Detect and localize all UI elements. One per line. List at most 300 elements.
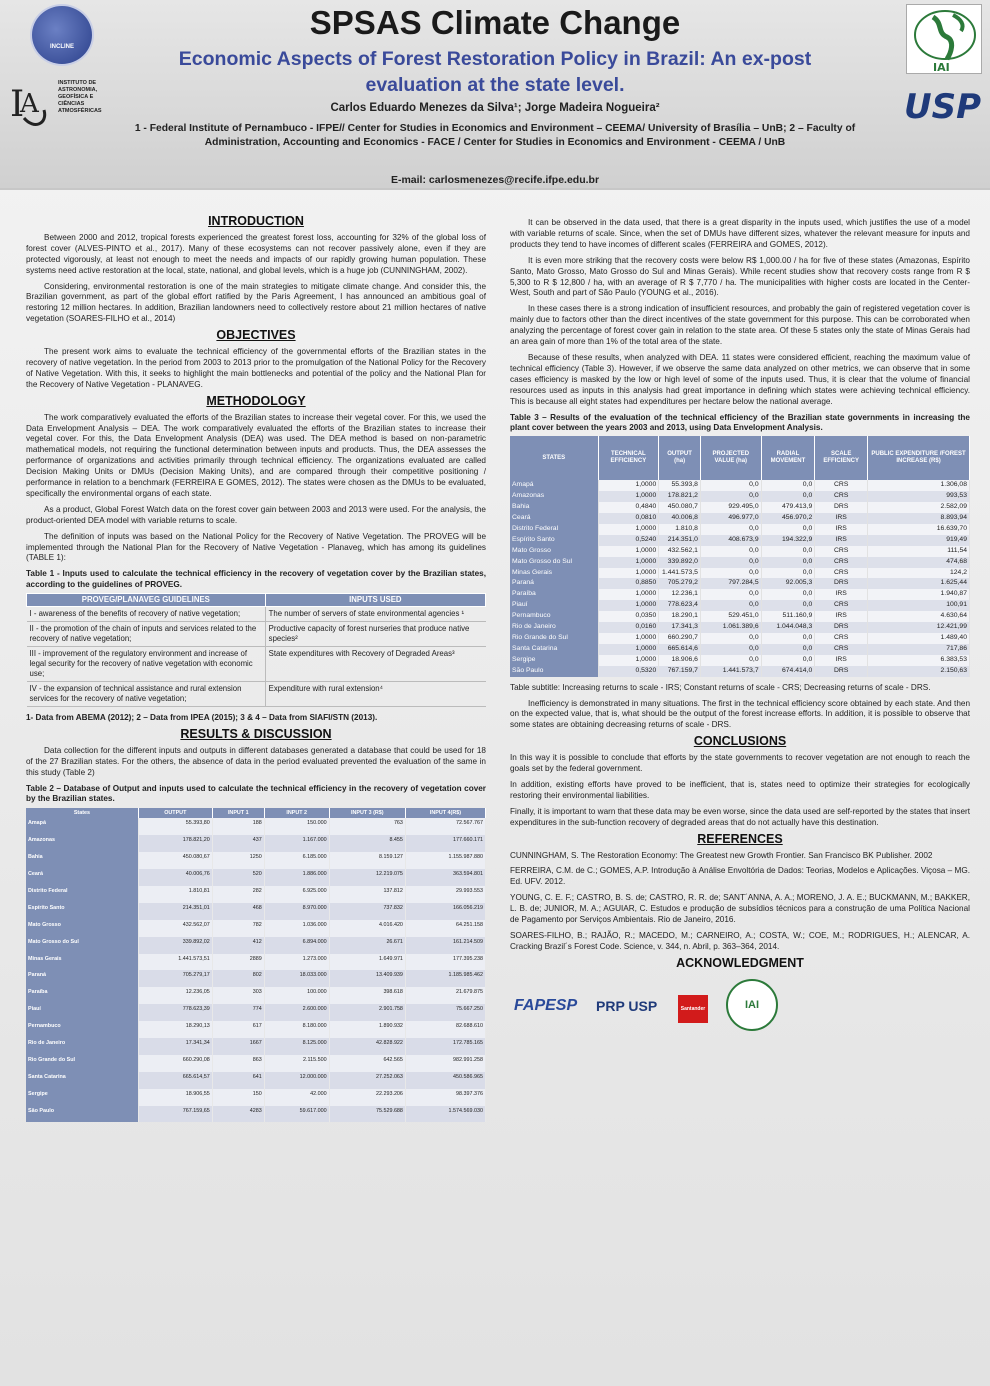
table3-cell: 124,2 (868, 568, 970, 579)
table-row (510, 655, 970, 666)
table1-cell: III - improvement of the regulatory environment and increase of legal security for the recovery of native vegetation with economic use; (27, 647, 266, 682)
table2-cell: 468 (212, 903, 264, 920)
table3-cell: 17.341,3 (659, 622, 701, 633)
iai-globe-icon (907, 5, 983, 75)
table2-cell: 18.033.000 (264, 970, 329, 987)
table2-cell: 82.688.610 (405, 1021, 485, 1038)
poster-subtitle: Economic Aspects of Forest Restoration Policy in Brazil: An ex-post evaluation at the state level. (178, 48, 812, 96)
table-row (510, 557, 970, 568)
fapesp-logo: FAPESP (514, 996, 578, 1014)
iag-logo-text: INSTITUTO DE ASTRONOMIA, GEOFÍSICA E CIÊNCIAS ATMOSFÉRICAS (58, 80, 102, 114)
discussion-paragraph: It can be observed in the data used, that there is a great disparity in the inputs used, which justifies the use of a model with variable returns of scale. Since, when the set of DMUs have different sizes, whatever the relevant measure for inputs and products they tend to have incomes of different scales (FERREIRA and GOMES, 2012). (510, 218, 970, 249)
usp-logo-text: USP (904, 87, 982, 124)
acknowledgment-logos (510, 975, 970, 1035)
reference-item: SOARES-FILHO, B.; RAJÃO, R.; MACEDO, M.; CARNEIRO, A.; COSTA, W.; COE, M.; RODRIGUES, H.; ALENCAR, A. Cracking Brazil´s Forest Code. Science, v. 344, n. Abril, p. 363–364, 2014. (510, 930, 970, 951)
table2-cell: Ceará (26, 869, 138, 886)
table2-cell: Mato Grosso do Sul (26, 937, 138, 954)
discussion-paragraph: Because of these results, when analyzed with DEA. 11 states were considered efficient, reaching the maximum value of technical efficiency (Table 3). However, if we observe the same data analyzed on other metrics, we can observe that in some cases efficiency is masked by the low or high level of some of the inputs used. Thus, it is clear that the volume of financial resources used as inputs in this analysis had great importance in defining which states were achieving technical efficiency. This is because all eight states had expenditures per hectare below the national average. (510, 352, 970, 406)
table3-cell: IRS (815, 535, 868, 546)
table3-cell: Paraná (510, 578, 598, 589)
table3-cell: 1,0000 (598, 557, 659, 568)
table-row (26, 1055, 486, 1072)
table2-cell: 737.832 (329, 903, 405, 920)
table2-cell: 1.810,81 (138, 886, 212, 903)
table3-cell: Pernambuco (510, 611, 598, 622)
santander-logo: Santander (678, 995, 708, 1023)
table3-cell: 1,0000 (598, 568, 659, 579)
table2-header: INPUT 3 (R$) (329, 808, 405, 819)
iai-ack-logo: IAI (726, 979, 778, 1031)
left-column (26, 212, 486, 1122)
table-row (26, 1004, 486, 1021)
table3-cell: Sergipe (510, 655, 598, 666)
table3-cell: 2.150,63 (868, 666, 970, 677)
table2-cell: São Paulo (26, 1106, 138, 1123)
table3-cell: 778.623,4 (659, 600, 701, 611)
table-row (26, 1089, 486, 1106)
table2-cell: 72.567.767 (405, 818, 485, 835)
table2-cell: 863 (212, 1055, 264, 1072)
table2-cell: 412 (212, 937, 264, 954)
methodology-paragraph: As a product, Global Forest Watch data on the forest cover gain between 2003 and 2013 were used. For the analysis, the product-oriented DEA model with variable returns to scale. (26, 504, 486, 525)
table-row (510, 546, 970, 557)
table3-cell: 0,0 (761, 644, 815, 655)
table2-cell: 4283 (212, 1106, 264, 1123)
table-row (26, 886, 486, 903)
table2-cell: 1667 (212, 1038, 264, 1055)
table3-cell: 194.322,9 (761, 535, 815, 546)
table3-cell: Piauí (510, 600, 598, 611)
table1-caption: Table 1 - Inputs used to calculate the technical efficiency in the recovery of vegetation cover by the Brazilian states, according to the guidelines of PROVEG. (26, 569, 486, 589)
table1-note: 1- Data from ABEMA (2012); 2 – Data from IPEA (2015); 3 & 4 – Data from SIAFI/STN (2013). (26, 713, 378, 723)
table3-cell: Amapá (510, 480, 598, 491)
table-row (510, 480, 970, 491)
table3-cell: 1,0000 (598, 600, 659, 611)
table3-cell: 1.810,8 (659, 524, 701, 535)
table2-cell: 2889 (212, 954, 264, 971)
table-row (26, 954, 486, 971)
introduction-paragraph: Considering, environmental restoration is one of the main strategies to mitigate climate change. And consider this, the Brazilian government, as part of the global effort ratified by the Paris Agreement, I has announced an ambitious goal of restoring 12 million hectares. In addition, Brazilian landowners need to collectively restore about 21 million hectares of native vegetation (SOARES-FILHO et al., 2014) (26, 281, 486, 324)
table2-cell: 8.455 (329, 835, 405, 852)
table3-cell: 717,86 (868, 644, 970, 655)
table2-cell: 2.600.000 (264, 1004, 329, 1021)
methodology-title: METHODOLOGY (206, 393, 306, 408)
table3-cell: 0,0160 (598, 622, 659, 633)
table2-cell: 172.785.165 (405, 1038, 485, 1055)
table2-cell: Minas Gerais (26, 954, 138, 971)
table3-cell: IRS (815, 611, 868, 622)
table-row (26, 1038, 486, 1055)
table3-cell: 100,91 (868, 600, 970, 611)
table3-header: RADIAL MOVEMENT (761, 436, 815, 480)
table2 (26, 808, 486, 1123)
table2-cell: 450.586.965 (405, 1072, 485, 1089)
results-paragraph: Data collection for the different inputs and outputs in different databases generated a database that could be used for 18 of the 27 Brazilian states. For the others, the absence of data in the period evaluated prevented the evaluation of the same in this study (Table 2) (26, 746, 486, 777)
poster-authors: Carlos Eduardo Menezes da Silva¹; Jorge Madeira Nogueira² (330, 102, 660, 114)
table2-cell: 18.290,13 (138, 1021, 212, 1038)
table2-cell: 6.925.000 (264, 886, 329, 903)
table3-cell: 660.290,7 (659, 633, 701, 644)
table2-cell: Rio Grande do Sul (26, 1055, 138, 1072)
table2-cell: Sergipe (26, 1089, 138, 1106)
table3-header: TECHNICAL EFFICIENCY (598, 436, 659, 480)
table3-cell: CRS (815, 600, 868, 611)
table2-cell: 2.115.500 (264, 1055, 329, 1072)
table-row (510, 622, 970, 633)
objectives-paragraph: The present work aims to evaluate the technical efficiency of the governmental efforts of the Brazilian states in the recovery of native vegetation. In the period from 2003 to 2013 prior to the promulgation of the National Policy for the Recovery of Native Vegetation. With this, it seeks to highlight the main bottlenecks and potential of the policy and the National Plan for the Recovery of Native Vegetation - PLANAVEG. (26, 347, 486, 389)
table1-cell: II - the promotion of the chain of inputs and services related to the recovery of native vegetation; (27, 622, 266, 647)
table2-cell: Pernambuco (26, 1021, 138, 1038)
table3-cell: 1,0000 (598, 589, 659, 600)
table2-cell: 166.056.219 (405, 903, 485, 920)
table3-cell: 0,0 (761, 546, 815, 557)
table2-cell: 22.293.206 (329, 1089, 405, 1106)
table2-cell: 1.273.000 (264, 954, 329, 971)
table2-cell: Rio de Janeiro (26, 1038, 138, 1055)
methodology-paragraph: The definition of inputs was based on the National Policy for the Recovery of Native Vegetation. The PROVEG will be implemented through the National Plan for the Recovery of Native Vegetation - Planaveg, which has among its guidelines (TABLE 1): (26, 531, 486, 563)
discussion-paragraph: It is even more striking that the recovery costs were below R$ 1,000.00 / ha for five of these states (Amazonas, Espírito Santo, Mato Grosso, Mato Grosso do Sul and Minas Gerais). While recent studies show that recovery costs range from R $ 5,300 to R $ 12,800 / ha, with an average of R $ 7,770 / ha. The municipalities with higher costs are located in the Center-West, South and part of São Paulo (YOUNG et al., 2016). (510, 255, 970, 298)
table3-cell: 0,0 (700, 568, 761, 579)
table2-cell: 21.679.875 (405, 987, 485, 1004)
table1-cell: Productive capacity of forest nurseries that produce native species² (265, 622, 485, 647)
poster-email: E-mail: carlosmenezes@recife.ifpe.edu.br (390, 174, 600, 186)
table3-cell: Espírito Santo (510, 535, 598, 546)
table-row (510, 502, 970, 513)
iag-logo (8, 74, 50, 132)
results-title: RESULTS & DISCUSSION (180, 727, 332, 742)
table2-cell: 705.279,17 (138, 970, 212, 987)
table1-cell: IV - the expansion of technical assistance and rural extension services for the recovery of native vegetation; (27, 682, 266, 707)
table3-cell: 0,0 (761, 633, 815, 644)
table2-caption: Table 2 – Database of Output and inputs used to calculate the technical efficiency in the recovery of vegetation cover by the Brazilian states. (26, 783, 486, 804)
table2-cell: Amazonas (26, 835, 138, 852)
table2-cell: 432.562,07 (138, 920, 212, 937)
table3-cell: 0,0 (761, 480, 815, 491)
table2-cell: Amapá (26, 818, 138, 835)
prp-usp-logo: PRP USP (596, 997, 658, 1014)
table3-cell: 8.893,94 (868, 513, 970, 524)
table2-cell: 1250 (212, 852, 264, 869)
table-row (26, 920, 486, 937)
table3-caption: Table 3 – Results of the evaluation of the technical efficiency of the Brazilian state governments in increasing the plant cover between the years 2003 and 2013, using Data Envelopment Analysis. (510, 412, 970, 432)
table3-cell: CRS (815, 491, 868, 502)
table2-cell: 98.397.376 (405, 1089, 485, 1106)
table2-cell: 4.016.420 (329, 920, 405, 937)
table3-cell: 529.451,0 (700, 611, 761, 622)
table3-cell: 55.393,8 (659, 480, 701, 491)
table1-cell: I - awareness of the benefits of recovery of native vegetation; (27, 607, 266, 622)
table3-header: PROJECTED VALUE (ha) (700, 436, 761, 480)
table2-cell: 450.080,67 (138, 852, 212, 869)
table2-cell: 520 (212, 869, 264, 886)
table3-cell: Amazonas (510, 491, 598, 502)
table-row (26, 869, 486, 886)
table3-cell: Rio de Janeiro (510, 622, 598, 633)
table3-cell: 474,68 (868, 557, 970, 568)
table3-cell: 0,0810 (598, 513, 659, 524)
usp-logo (902, 84, 982, 124)
table2-cell: 778.623,39 (138, 1004, 212, 1021)
table-row (26, 903, 486, 920)
table2-header: INPUT 1 (212, 808, 264, 819)
table2-cell: 13.409.939 (329, 970, 405, 987)
table3-cell: 0,8850 (598, 578, 659, 589)
table3-cell: 665.614,6 (659, 644, 701, 655)
table1 (26, 593, 486, 707)
table3-subtitle: Table subtitle: Increasing returns to scale - IRS; Constant returns of scale - CRS; Decreasing returns of scale - DRS. (510, 682, 931, 692)
methodology-paragraph: The work comparatively evaluated the efforts of the Brazilian states to increase their vegetal cover. For this, we used the Data Envelopment Analysis – DEA. The work comparatively evaluated the efforts of the Brazilian states to increase their vegetal cover. For this, the Data Envelopment Analysis (DEA) was used. The DEA method is based on non-parametric mathematical models, not requiring the functional determination between inputs and products. Thus, the DEA assesses the performance of organizations and activities primarily through technical efficiency. The organizations evaluated are called Decision Making Units or DMUs (Decision Making Units), and are compared through their competitive positioning / performance in relation to a benchmark (FERREIRA E GOMES, 2012). The states were chosen as the DMUs to be evaluated, specifically the environmental organs of each state. (26, 412, 486, 498)
table2-cell: 767.159,65 (138, 1106, 212, 1123)
table1-cell: The number of servers of state environmental agencies ¹ (265, 607, 485, 622)
table2-cell: 8.970.000 (264, 903, 329, 920)
table2-cell: 339.892,02 (138, 937, 212, 954)
introduction-paragraph: Between 2000 and 2012, tropical forests experienced the greatest forest loss, accounting for 32% of the global loss of forest cover (ALVES-PINTO et al., 2017). Many of these ecosystems can not recover passively alone, even if they are protected vigorously, at least not enough to meet the needs and impacts of our rapidly growing human population. These systems need active restoration at the local, state, national, and global levels, which is a huge job (CUNNINGHAM, 2002). (26, 232, 486, 275)
table3-cell: 0,0 (700, 600, 761, 611)
table3-cell: 16.639,70 (868, 524, 970, 535)
table2-cell: 437 (212, 835, 264, 852)
table-row (26, 818, 486, 835)
table3-cell: 6.383,53 (868, 655, 970, 666)
table3-cell: 408.673,9 (700, 535, 761, 546)
table-row (510, 513, 970, 524)
table-row (27, 607, 486, 622)
table3-cell: 0,0 (761, 524, 815, 535)
table2-cell: 55.393,80 (138, 818, 212, 835)
table3-cell: 0,0 (700, 557, 761, 568)
table2-header: INPUT 4(R$) (405, 808, 485, 819)
table3-cell: 1.625,44 (868, 578, 970, 589)
conclusions-title: CONCLUSIONS (693, 734, 787, 749)
table2-cell: 12.236,05 (138, 987, 212, 1004)
table3-cell: 0,0 (761, 491, 815, 502)
table-row (27, 647, 486, 682)
table3-cell: 40.006,8 (659, 513, 701, 524)
table2-cell: 1.574.569.030 (405, 1106, 485, 1123)
references-list (510, 851, 970, 953)
table3-cell: CRS (815, 568, 868, 579)
table2-cell: 27.252.063 (329, 1072, 405, 1089)
table2-cell: 398.618 (329, 987, 405, 1004)
poster-title: SPSAS Climate Change (309, 4, 681, 41)
table2-cell: Mato Grosso (26, 920, 138, 937)
table2-cell: 1.886.000 (264, 869, 329, 886)
table3-cell: Mato Grosso (510, 546, 598, 557)
table3-cell: 1,0000 (598, 633, 659, 644)
table3-cell: 0,0 (761, 589, 815, 600)
table3-cell: Santa Catarina (510, 644, 598, 655)
table3-cell: Ceará (510, 513, 598, 524)
table3-cell: 1.441.573,5 (659, 568, 701, 579)
table3-cell: 2.582,09 (868, 502, 970, 513)
table2-cell: 18.906,55 (138, 1089, 212, 1106)
table3-cell: CRS (815, 644, 868, 655)
table3-cell: IRS (815, 513, 868, 524)
table2-cell: 363.594.801 (405, 869, 485, 886)
table3-cell: 178.821,2 (659, 491, 701, 502)
table2-header: OUTPUT (138, 808, 212, 819)
table3-cell: 767.159,7 (659, 666, 701, 677)
table3-cell: 1.441.573,7 (700, 666, 761, 677)
discussion-paragraph: Inefficiency is demonstrated in many situations. The first in the technical efficiency score obtained by each state. And then on the expected value, that is, what should be the output of the forest increase efforts. In addition, it is possible to observe that some states are obtaining decreasing returns of scale - DRS. (510, 698, 970, 730)
table2-cell: 75.529.688 (329, 1106, 405, 1123)
table-row (510, 666, 970, 677)
reference-item: CUNNINGHAM, S. The Restoration Economy: The Greatest new Growth Frontier. San Francisco BK Publisher. 2002 (510, 850, 933, 860)
table3-cell: CRS (815, 546, 868, 557)
table3-cell: 797.284,5 (700, 578, 761, 589)
table-row (510, 535, 970, 546)
conclusions-paragraph: In addition, existing efforts have proved to be inefficient, that is, states need to optimize their strategies for ecologically restoring their environmental liabilities. (510, 779, 970, 800)
table1-header: INPUTS USED (265, 594, 485, 607)
table2-cell: 782 (212, 920, 264, 937)
table2-cell: 982.991.258 (405, 1055, 485, 1072)
table3-cell: 18.906,6 (659, 655, 701, 666)
table2-header: INPUT 2 (264, 808, 329, 819)
table3-cell: Rio Grande do Sul (510, 633, 598, 644)
table2-cell: 177.395.238 (405, 954, 485, 971)
table3-cell: 1,0000 (598, 524, 659, 535)
table2-cell: 150.000 (264, 818, 329, 835)
table3-cell: 1,0000 (598, 655, 659, 666)
table2-cell: Distrito Federal (26, 886, 138, 903)
objectives-title: OBJECTIVES (216, 328, 296, 343)
table2-cell: 1.185.985.462 (405, 970, 485, 987)
table3-cell: 919,49 (868, 535, 970, 546)
table-row (510, 491, 970, 502)
table3-cell: 1.044.048,3 (761, 622, 815, 633)
table2-cell: 303 (212, 987, 264, 1004)
table2-cell: 177.660.171 (405, 835, 485, 852)
table2-cell: 26.671 (329, 937, 405, 954)
table3-cell: 4.630,64 (868, 611, 970, 622)
table3-cell: 18.290,1 (659, 611, 701, 622)
table2-cell: 64.251.158 (405, 920, 485, 937)
table3-cell: 0,0 (700, 546, 761, 557)
table3-cell: 0,0 (700, 633, 761, 644)
table3-cell: 1,0000 (598, 480, 659, 491)
table-row (510, 633, 970, 644)
table3-cell: 0,0 (700, 491, 761, 502)
table2-cell: 6.894.000 (264, 937, 329, 954)
table2-cell: 40.006,76 (138, 869, 212, 886)
table3-header: PUBLIC EXPENDITURE /FOREST INCREASE (R$) (868, 436, 970, 480)
table-row (26, 970, 486, 987)
table3-cell: 0,0 (700, 524, 761, 535)
table2-cell: 8.180.000 (264, 1021, 329, 1038)
table2-cell: 6.185.000 (264, 852, 329, 869)
table3-cell: 0,0 (761, 557, 815, 568)
table3-cell: CRS (815, 633, 868, 644)
table3-cell: 0,0 (700, 589, 761, 600)
table-row (510, 600, 970, 611)
table3-cell: 339.892,0 (659, 557, 701, 568)
table2-cell: 42.000 (264, 1089, 329, 1106)
table2-cell: 8.125.000 (264, 1038, 329, 1055)
table3-cell: São Paulo (510, 666, 598, 677)
table3-cell: DRS (815, 502, 868, 513)
table3-cell: 1,0000 (598, 491, 659, 502)
table2-cell: 802 (212, 970, 264, 987)
table2-cell: 1.649.971 (329, 954, 405, 971)
table2-cell: 178.821,20 (138, 835, 212, 852)
poster-header (0, 0, 990, 190)
table2-cell: 29.993.553 (405, 886, 485, 903)
table2-cell: 641 (212, 1072, 264, 1089)
table3-cell: IRS (815, 655, 868, 666)
table3-cell: 12.421,99 (868, 622, 970, 633)
table3-cell: 0,0 (700, 644, 761, 655)
table-row (510, 644, 970, 655)
table-row (26, 937, 486, 954)
table2-cell: 188 (212, 818, 264, 835)
table3-cell: 674.414,0 (761, 666, 815, 677)
svg-text:I: I (10, 84, 25, 125)
table2-cell: Paraíba (26, 987, 138, 1004)
iai-logo (906, 4, 982, 74)
table-row (510, 611, 970, 622)
table2-cell: 774 (212, 1004, 264, 1021)
table-row (26, 1021, 486, 1038)
table2-cell: 214.351,01 (138, 903, 212, 920)
table2-cell: Espírito Santo (26, 903, 138, 920)
table2-cell: 42.828.922 (329, 1038, 405, 1055)
table2-cell: 660.290,08 (138, 1055, 212, 1072)
table3-cell: Mato Grosso do Sul (510, 557, 598, 568)
table2-cell: 665.614,57 (138, 1072, 212, 1089)
table2-cell: 1.167.000 (264, 835, 329, 852)
table3-header: OUTPUT (ha) (659, 436, 701, 480)
table3-cell: 705.279,2 (659, 578, 701, 589)
table2-cell: 1.036.000 (264, 920, 329, 937)
table2-cell: 161.214.509 (405, 937, 485, 954)
references-title: REFERENCES (697, 831, 783, 846)
table3-cell: 1.940,87 (868, 589, 970, 600)
table2-cell: Santa Catarina (26, 1072, 138, 1089)
table-row (26, 987, 486, 1004)
table2-cell: 12.219.075 (329, 869, 405, 886)
svg-text:A: A (20, 89, 39, 119)
table3-cell: 1.061.389,6 (700, 622, 761, 633)
table3-cell: Paraíba (510, 589, 598, 600)
table2-cell: 137.812 (329, 886, 405, 903)
table3-cell: 1.306,08 (868, 480, 970, 491)
table2-cell: 1.155.987.880 (405, 852, 485, 869)
table3-cell: 1,0000 (598, 644, 659, 655)
table3-cell: DRS (815, 578, 868, 589)
table-row (510, 568, 970, 579)
table3-cell: CRS (815, 557, 868, 568)
table-row (510, 578, 970, 589)
table3-cell: 214.351,0 (659, 535, 701, 546)
table2-cell: 150 (212, 1089, 264, 1106)
table2-cell: 75.667.250 (405, 1004, 485, 1021)
table3-cell: 0,0 (700, 655, 761, 666)
right-column (510, 218, 970, 1035)
table2-cell: 59.617.000 (264, 1106, 329, 1123)
table3-header: STATES (510, 436, 598, 480)
table3-cell: CRS (815, 480, 868, 491)
table3-cell: IRS (815, 589, 868, 600)
table2-cell: 763 (329, 818, 405, 835)
table3-cell: Distrito Federal (510, 524, 598, 535)
table3-cell: 456.970,2 (761, 513, 815, 524)
table3-cell: 0,0 (761, 655, 815, 666)
table2-cell: 2.901.758 (329, 1004, 405, 1021)
table-row (510, 524, 970, 535)
table3-header: SCALE EFFICIENCY (815, 436, 868, 480)
table3-cell: 0,0 (761, 600, 815, 611)
table1-cell: State expenditures with Recovery of Degraded Areas³ (265, 647, 485, 682)
table2-cell: 17.341,34 (138, 1038, 212, 1055)
